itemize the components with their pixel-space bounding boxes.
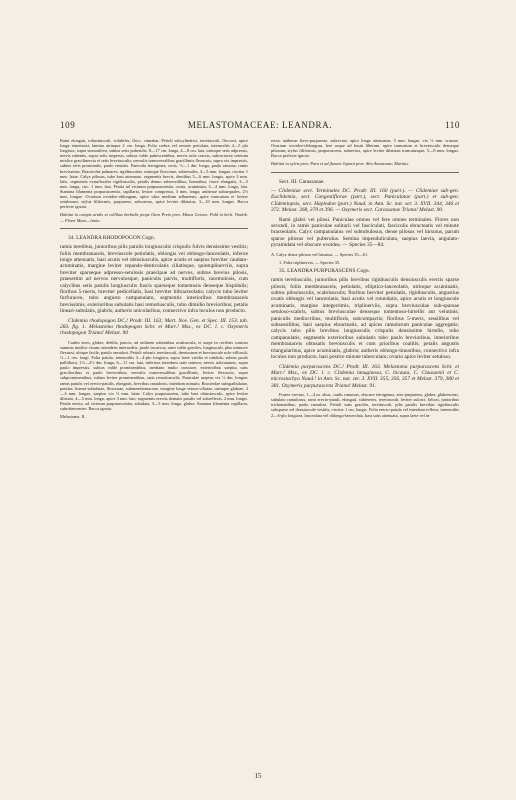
page-number-left: 109	[60, 120, 76, 130]
volume-mark: Melastoma. II.	[60, 414, 86, 420]
description-continued: Rami elongati, robustiusculi, volubiles, flocc. cinnabar. Petioli subcylindrici, teretiusculi, floccosi, apice longe tomentosi; lamina utrinque 2 cm. longa. Folia crebra vel remote petiolata, internodiis 4—5 plo longiora, supra stomatifera, subtus setis puberulis, 8—17 cm. longa, 4—8 cm. lata, utrinque setis adpressis, nervis rubentis, supra setis inspersis, subtus valde pubescentibus, nervis setis crassis, subcoriacea ceterum modice gracilinervia et setis breviusculis; nervulis transversalibus gracillimis flexuosis, supra vix impressis, subtus setis prominulis, paulo remotis. Panicula ferruginea, recta, ⅓—1 dm. longa, paulo ramosa; ramis brevissimis. Bracteolae palmares, rigidiusculae, utrinque floccosae, subsessiles, 4—5 mm. longae, circiter 1 mm. latae. Calyx pilosus, tubo basi attenuato, segmentis brevis, dentibus 5—6 mm. longis, apice 3 mm. latis, segmentis extraflorales rigidiusculis, petalis denuo subsessilibus, linearibus, fauce elongatis, 3—5 mm. longa, circ. 1 mm. lata. Petala ad vicinum purpurascentia, ovata, acuminata, 3—4 mm. longa, lata. Stamina filamenta purpurascentia, capillaria, leviter compressa, 3 mm. longa; antherae subaequales, 2½ mm. longae. Ovarium ovoideo-oblongum, apice ultra medium adhaerens; apice truncatum et leviter setulosum; stylus filiformis, purpureus, subcurvus, apice leviter dilatatus, 3—10 mm. longus. Bacca perfecte ignota.	[60, 138, 248, 210]
left-column	[60, 138, 248, 766]
section-synonymy: — Clidemiae sect. Terminales DC. Prodr. III. 160 (part.). — Clidemiae sub-gen. Euclidemia, sect. Congestiflorae (part.), sect. Paniculatae (part.) et sub-gen. Clidemiopsis, sect. Haplodon (part.) Naud. in Ann. Sc. nat. ser. 3. XVII. 344, 346 et 372. Melast. 368, 370 et 396. — Oxymeris sect. Carassanae Triana! Melast. 90.	[271, 187, 459, 214]
section-divider	[60, 228, 248, 229]
running-title: MELASTOMACEAE: LEANDRA.	[187, 120, 333, 130]
species-35-description: Frutex erectus, 1—4 m. altus, caulis ramosus, obscure tetragonus, atro-purpureus, glaber, glabrescens, subulato ramulosus; rami erecto-patuli, elongati, subteretes, teretiusculi, leviter sulcati; foliosi, junioribus trichomatibus, paulo ramulosi. Petioli satis graciles, teretiusculi, pilis patulis brevibus rigidiusculis subsparse vel densiuscule vestitis, circiter 1 cm. longis. Folia erecto-patula vel interdum reflexa, internodiis 2—6-plo longiora, lanceolata vel oblongo-lanceolata, basi satis attenuata, supra laete vel in-	[271, 392, 459, 418]
species-35-diagnosis: ramis teretiusculis, junioribus pilis brevibus rigidiusculis densiusculis erectis sparse pilosis; foliis membranaceis, petiolatis, elliptico-lanceolatis, utrinque acuminatis, subtus pilosiusculis, scabriusculis; floribus breviter petiolatis, rigidiusculis, angustius ovatis oblongis vel lanceolatis, basi acutis vel rotundatis, apice acutis et longiuscule acuminatis, margine integerrimis, triplinerviis, supra breviusculae sub-sparsae setuloso-scabris, subtus breviusculae denseque tomentoso-hirtellis aut velutinis; paniculis mediocribus, multifloris, subcompactis; floribus 5-meris, sessilibus vel subsessilibus, basi saepius ebracteatis, ad apices ramulorum paniculae aggregatis; calycis tubo pilis brevibus longiusculis crispulis densissime hirtello, tubo campanulatis, segmentis exterioribus subulatis tubo paulo brevioribus, interioribus membranaceis obtusatis breviusculis et cum prioribus coalitis; petalis angustis triangularibus, apice acuminatis, glabris; antheris oblongo-linearibus, connectivo infra loculos non producto, basi postice minute tuberculato; ovario apice leviter setuloso.	[271, 277, 459, 361]
species-35-synonymy: Clidemia purpurascens DC.! Prodr. III. 163. Melastoma purpurascens Schr. et Mart.! Mss., ex DC. l. c. Clidemia lanuginosa, C. bicauta, C. Claussenii et C. microstachya Naud.! in Ann. Sc. nat. ser. 3. XVII. 355, 356, 357 et Melast. 379, 380 et 381. Oxymeris purpurascens Triana! Melast. 91.	[271, 363, 459, 389]
species-34-description: Caules teres, glaber, debilis, paucis, ad ordinem rubentibus acutiuscula, et saepe in cerebris conicus summis modice visum ostendens internodiis, paulo incurvus; rami valde graciles, longiusculi, plus minusve flexuosi, ubique facile, patulo ramulosi. Petioli robusti, teretiusculi, densissime et breviuscule rufo-villosuli, ½—1 cm. longi. Folia patula, internodiis 3—4-plo longiora, supra laete viridia et nitidula, subtus paulo pallidiora, 1½—2½ dm. longa, 6—11 cm. lata, inferiora interdum satis minora; nervis subcutaneis, supra paulo impressis, subtus valde prominentibus, mediano multo crassiore, exterioribus saepius satis gracilioribus et paulo brevioribus; nervulis transversalibus gracillimis, leviter flexuosis, supra subprominentibus, subtus leviter prominentibus, satis remotiusculis. Paniculae saepius vix ⅓ dm. longae; ramis patulis vel erecto-patulis, elongatis, brevibus ramulosis, interdum minutis; Bracteolae subspathulatae, patulae, lineari-subulatae, flexuosae, submembranaceae, margine longe setoso-ciliatae, utrinque glabrae, 2—4 mm. longae, saepius vix ⅓ mm. latae. Calyx purpurascens, tubo basi obtusiusculo, apice leviter dilatato, 4—5 mm. longo, apice 3 mm. lato; segmentis erectis dentatis patulis vel subreflexis, 2 mm. longis. Petala erecta, ad vicinum purpurascentia, subulata, 3—5 mm. longa, glabra. Stamina filamenta capillaria, subrubescentes. Bacca ignota.	[60, 339, 248, 412]
habitat-note: Habitat in sylvis prov. Para et ad flumen Japurá prov. Alto Amazonas: Martius.	[271, 161, 409, 167]
running-head	[60, 120, 460, 132]
species-34-synonymy: Clidemia rhodopogon DC.! Prodr. III. 163; Mart. Nov. Gen. et Spec. III. 153. tab. 283. fig. 1. Melastoma rhodopogon Schr. et Mart.! Mss., ex DC. l. c. Oxymeris rhodopogon Triana! Melast. 90	[60, 317, 248, 337]
key-entry-1: 1. Folia triplinervia. — Species 35.	[279, 259, 341, 265]
section-diagnosis: Rami glabri vel pilosi. Paniculae omnes vel fere omnes terminales. Flores non secundi, in ramis paniculae solitarii vel fasciculati, fasciculis ebracteatis vel minute bracteolatis. Calyx campanulatus vel subtubulosus, dense pilosus vel hirsutus, parum sparse pilosus vel puberulus. Semina impenduliculata, saepius laevia, angulato-pyramidata vel obscure ovoidea. — Species 35—84.	[271, 216, 459, 249]
habitat-note: Habitat in campis aridis et collibus herbidis prope Ouro Preto prov. Minas Geraes: Pohl in herb. Vindob. — Floret Maio—Junio.	[60, 212, 248, 223]
section-divider	[271, 172, 459, 173]
section-heading: Sect. III. Carassanae.	[279, 178, 325, 185]
species-35-heading: 35. LEANDRA PURPURASCENS Cogn.	[279, 267, 370, 274]
right-column	[271, 138, 459, 766]
key-entry-a: A. Calyx dense pilosus vel hirsutus. — Species 35—61.	[271, 251, 369, 257]
species-34-heading: 34. LEANDRA RHODOPOGON Cogn.	[68, 234, 156, 241]
species-34-diagnosis: ramis teretibus, junioribus pilis patulis longiusculis crispulis fulvis densissime vestitis; foliis membranaceis, breviuscule petiolatis, oblongis vel oblongo-lanceolatis, inferne longe attenuatis, basi acutis vel obtusiusculis, apice acutis et saepius breviter caudato-acuminatis, margine leviter repando-denticulatis ciliatisque, quintuplinerviis, supra breviter sparseque adpresso-setulosis praecipue ad nervos, subtus brevius pilosis, praesertim ad nervos nervulosque; paniculis parvis, multifloris, racemulosis, cum calycibus setis patulis longiusculis fuscis sparseque tomentosis denseque hispidulis; floribus 5-meris, breviter pedicellatis, basi breviter bibracteolatis; calycis tubo leviter furfuraceo, tubo angusto campanulato, segmentis interioribus membranaceis brevissimis, exterioribus subulatis basi remotiusculis, tubo dimidio brevioribus; petalis lineari-subulatis, glabris; antheris unicolaribus, connectivo infra loculos non producto.	[60, 244, 248, 315]
description-continued: recta; antherae flavo-purpureae, subrectae, apice longe attenuatae, 5 mm. longae, vix ½ mm. crassae. Ovarium ovoideo-oblongum, fere usque ad basin liberum, apice truncatum et breviusculo denseque pilosum; stylus filiformis, purpurascens, subrectus, apice leviter dilatatus truncatusque, 5—8 mm. longus. Bacca perfecte ignota.	[271, 138, 459, 159]
signature-number: 15	[254, 772, 262, 780]
page-number-right: 110	[445, 120, 460, 130]
